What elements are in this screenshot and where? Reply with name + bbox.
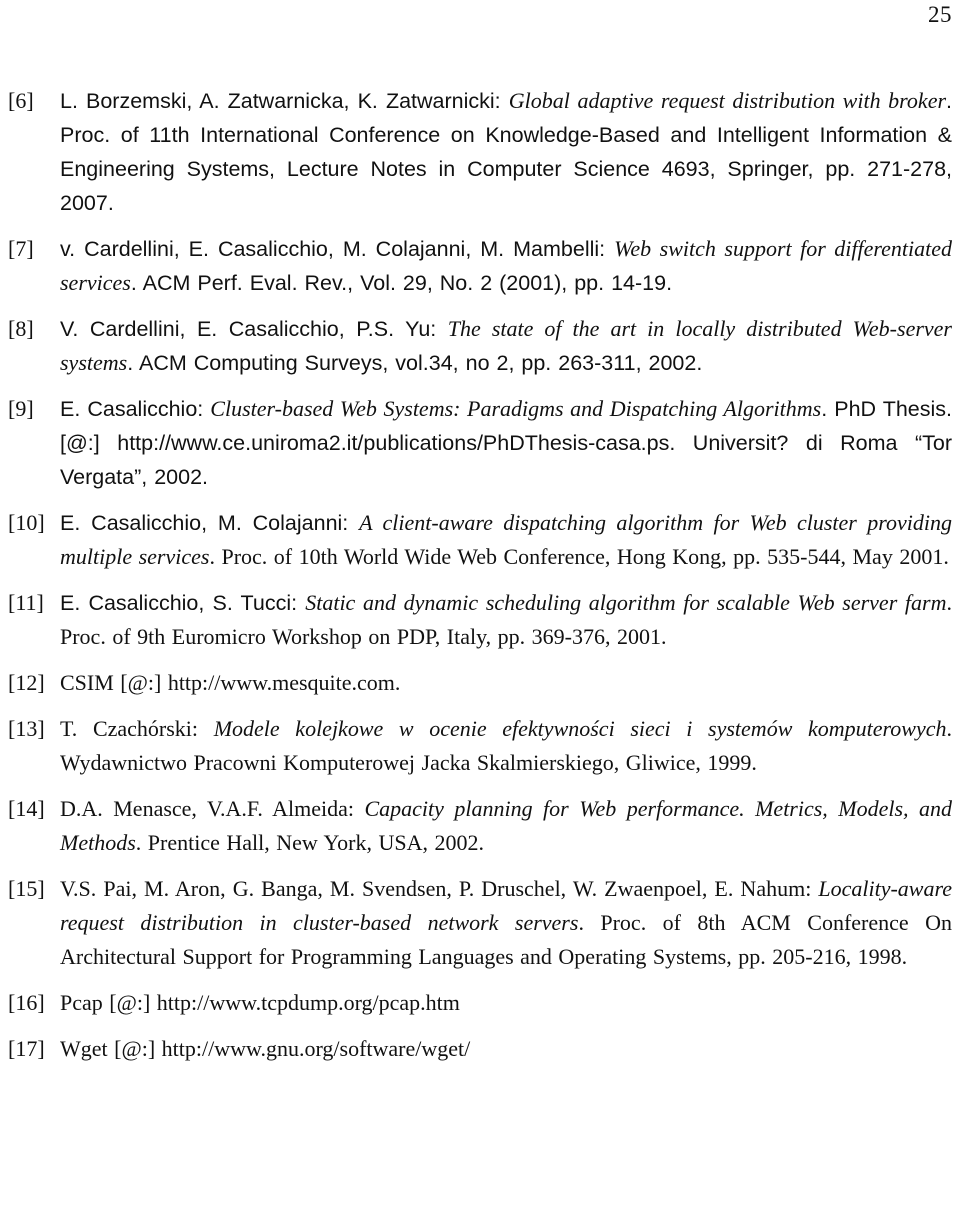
reference-number: [17] [8, 1036, 45, 1061]
reference-venue: . ACM Perf. Eval. Rev., Vol. 29, No. 2 (2001), pp. 14-19. [130, 271, 673, 295]
reference-venue: . Proc. of 9th Euromicro Workshop on PDP, Italy, pp. 369-376, 2001. [60, 590, 952, 649]
reference-body [60, 506, 952, 574]
reference-venue: . Proc. of 8th ACM Conference On Architectural Support for Programming Languages and Operating Systems, pp. 205-216, 1998. [60, 910, 952, 969]
reference-title: Modele kolejkowe w ocenie efektywności sieci i systemów komputerowych [213, 716, 947, 741]
reference-authors: E. Casalicchio: [60, 397, 211, 421]
reference-number: [9] [8, 396, 34, 421]
reference-venue: . ACM Computing Surveys, vol.34, no 2, pp. 263-311, 2002. [127, 351, 703, 375]
reference-number: [7] [8, 236, 34, 261]
reference-item-12 [8, 666, 952, 700]
reference-body [60, 1032, 952, 1066]
reference-item-17 [8, 1032, 952, 1066]
reference-number: [16] [8, 990, 45, 1015]
reference-venue: . Proc. of 10th World Wide Web Conference, Hong Kong, pp. 535-544, May 2001. [209, 544, 949, 569]
reference-venue: . Wydawnictwo Pracowni Komputerowej Jacka Skalmierskiego, Gliwice, 1999. [60, 716, 952, 775]
reference-item-11 [8, 586, 952, 654]
reference-title: Cluster-based Web Systems: Paradigms and Dispatching Algorithms [210, 396, 822, 421]
reference-item-14 [8, 792, 952, 860]
reference-authors: CSIM [@:] http://www.mesquite.com. [60, 670, 401, 695]
reference-title: A client-aware dispatching algorithm for Web cluster providing multiple services [60, 510, 952, 569]
reference-title: Web switch support for differentiated services [60, 236, 953, 295]
reference-body [60, 712, 952, 780]
reference-title: The state of the art in locally distributed Web-server systems [60, 316, 952, 375]
reference-number: [8] [8, 316, 34, 341]
reference-number: [10] [8, 510, 45, 535]
reference-body [60, 792, 952, 860]
reference-number: [13] [8, 716, 45, 741]
reference-authors: T. Czachórski: [60, 716, 214, 741]
reference-item-10 [8, 506, 952, 574]
reference-title: Locality-aware request distribution in cluster-based network servers [60, 876, 952, 935]
reference-item-9 [8, 392, 952, 494]
reference-item-15 [8, 872, 952, 974]
reference-title: Global adaptive request distribution with broker [508, 88, 947, 113]
reference-item-13 [8, 712, 952, 780]
reference-authors: V. Cardellini, E. Casalicchio, P.S. Yu: [60, 317, 448, 341]
reference-authors: D.A. Menasce, V.A.F. Almeida: [60, 796, 365, 821]
reference-body [60, 392, 952, 494]
reference-body [60, 872, 952, 974]
page-number: 25 [928, 2, 952, 27]
reference-number: [6] [8, 88, 34, 113]
reference-item-7 [8, 232, 952, 300]
reference-number: [15] [8, 876, 45, 901]
reference-authors: Pcap [@:] http://www.tcpdump.org/pcap.htm [60, 990, 460, 1015]
reference-number: [12] [8, 670, 45, 695]
reference-number: [14] [8, 796, 45, 821]
reference-number: [11] [8, 590, 44, 615]
reference-authors: L. Borzemski, A. Zatwarnicka, K. Zatwarnicki: [60, 89, 509, 113]
reference-authors: Wget [@:] http://www.gnu.org/software/wget/ [60, 1036, 471, 1061]
reference-venue: . Proc. of 11th International Conference on Knowledge-Based and Intelligent Information & Engineering Systems, Lecture Notes in Computer Science 4693, Springer, pp. 271-278, 2007. [60, 89, 953, 215]
reference-body [60, 232, 952, 300]
reference-body [60, 986, 952, 1020]
reference-body [60, 312, 952, 380]
reference-authors: V.S. Pai, M. Aron, G. Banga, M. Svendsen, P. Druschel, W. Zwaenpoel, E. Nahum: [60, 876, 819, 901]
reference-title: Capacity planning for Web performance. Metrics, Models, and Methods [60, 796, 952, 855]
reference-venue: . Prentice Hall, New York, USA, 2002. [135, 830, 484, 855]
reference-item-8 [8, 312, 952, 380]
reference-authors: E. Casalicchio, S. Tucci: [60, 591, 306, 615]
reference-body [60, 586, 952, 654]
reference-item-6 [8, 84, 952, 220]
reference-venue: . PhD Thesis. [@:] http://www.ce.uniroma2.it/publications/PhDThesis-casa.ps. Universit? di Roma “Tor Vergata”, 2002. [60, 397, 952, 489]
reference-authors: E. Casalicchio, M. Colajanni: [60, 511, 360, 535]
reference-list [8, 84, 952, 1078]
reference-authors: v. Cardellini, E. Casalicchio, M. Colajanni, M. Mambelli: [60, 237, 615, 261]
reference-title: Static and dynamic scheduling algorithm for scalable Web server farm [305, 590, 947, 615]
reference-body [60, 84, 952, 220]
reference-item-16 [8, 986, 952, 1020]
reference-body [60, 666, 952, 700]
